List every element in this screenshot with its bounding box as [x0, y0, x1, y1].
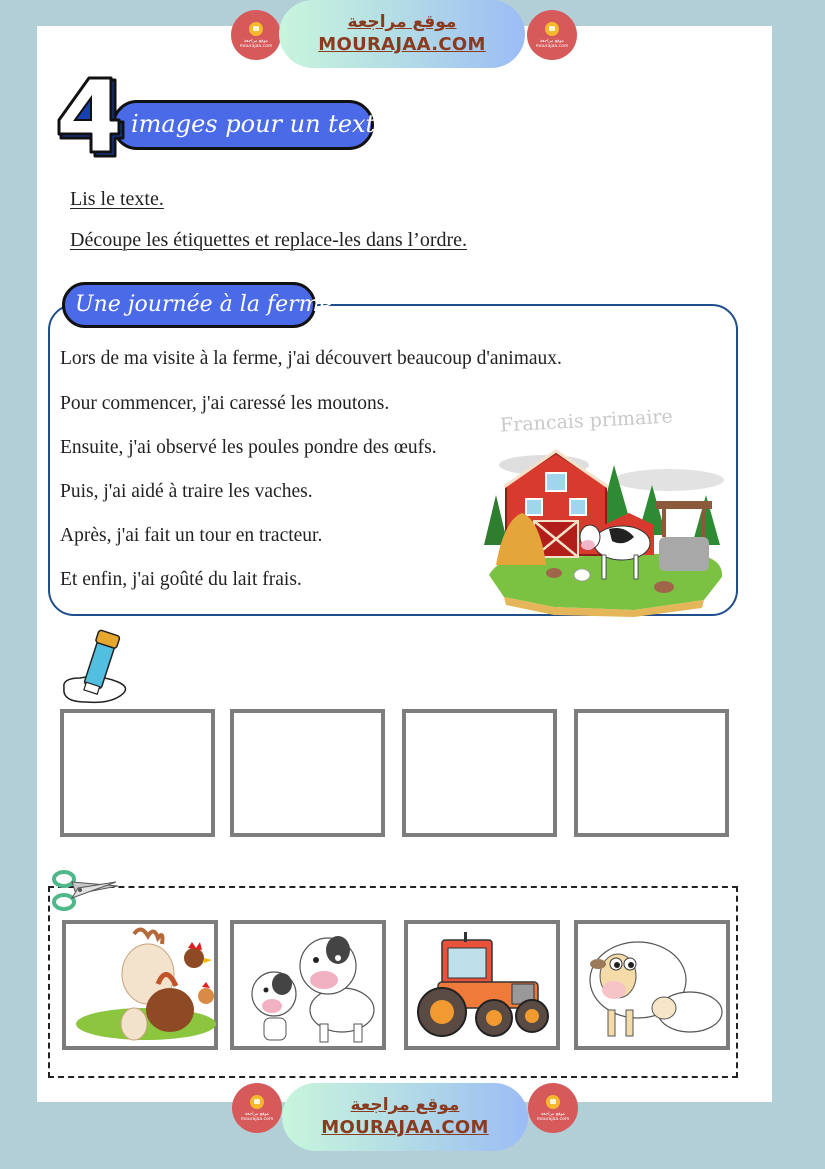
number-four-icon: [55, 76, 125, 160]
story-line: Et enfin, j'ai goûté du lait frais.: [60, 569, 302, 590]
book-logo-icon: [250, 1095, 264, 1109]
answer-slot-2[interactable]: [230, 709, 385, 837]
instruction-cut: Découpe les étiquettes et replace-les dans l’ordre.: [70, 229, 468, 251]
brand-arabic-name: موقع مراجعة: [350, 1095, 460, 1115]
sheep-lamb-icon: [578, 924, 726, 1046]
story-line: Puis, j'ai aidé à traire les vaches.: [60, 481, 313, 502]
story-line: Lors de ma visite à la ferme, j'ai découvert beaucoup d'animaux.: [60, 348, 562, 369]
badge-text-ar: موقع مراجعة: [244, 1111, 270, 1117]
badge-text-ar: موقع مراجعة: [243, 38, 269, 44]
story-line: Après, j'ai fait un tour en tracteur.: [60, 525, 323, 546]
exercise-title: images pour un texte: [112, 100, 374, 150]
tractor-icon: [408, 924, 556, 1046]
story-title: Une journée à la ferme: [62, 282, 316, 328]
brand-badge-right-bottom[interactable]: [528, 1083, 578, 1133]
story-line: Ensuite, j'ai observé les poules pondre des œufs.: [60, 437, 437, 458]
cow-calf-icon: [234, 924, 382, 1046]
answer-slot-3[interactable]: [402, 709, 557, 837]
badge-text-en: mourajaa.com: [536, 1116, 570, 1122]
cut-card-cows[interactable]: [230, 920, 386, 1050]
brand-badge-left[interactable]: [231, 10, 281, 60]
cut-card-hens[interactable]: [62, 920, 218, 1050]
book-logo-icon: [546, 1095, 560, 1109]
badge-text-ar: موقع مراجعة: [539, 38, 565, 44]
brand-banner-top[interactable]: [279, 0, 525, 68]
book-logo-icon: [545, 22, 559, 36]
book-logo-icon: [249, 22, 263, 36]
badge-text-ar: موقع مراجعة: [540, 1111, 566, 1117]
brand-banner-bottom[interactable]: [282, 1083, 528, 1151]
answer-slot-4[interactable]: [574, 709, 729, 837]
scissors-icon: [50, 868, 122, 914]
badge-text-en: mourajaa.com: [535, 43, 569, 49]
watermark: Francais primaire: [499, 405, 674, 437]
brand-badge-left-bottom[interactable]: [232, 1083, 282, 1133]
farm-illustration: [484, 425, 729, 615]
instruction-read: Lis le texte.: [70, 188, 164, 210]
brand-badge-right[interactable]: [527, 10, 577, 60]
cut-card-tractor[interactable]: [404, 920, 560, 1050]
brand-arabic-name: موقع مراجعة: [347, 12, 457, 32]
story-line: Pour commencer, j'ai caressé les moutons.: [60, 393, 390, 414]
badge-text-en: mourajaa.com: [240, 1116, 274, 1122]
badge-text-en: mourajaa.com: [239, 43, 273, 49]
brand-site-name: MOURAJAA.COM: [318, 34, 486, 55]
answer-slot-1[interactable]: [60, 709, 215, 837]
hens-egg-icon: [66, 924, 214, 1046]
glue-stick-icon: [58, 626, 130, 710]
cut-card-sheep[interactable]: [574, 920, 730, 1050]
brand-site-name: MOURAJAA.COM: [321, 1117, 489, 1138]
